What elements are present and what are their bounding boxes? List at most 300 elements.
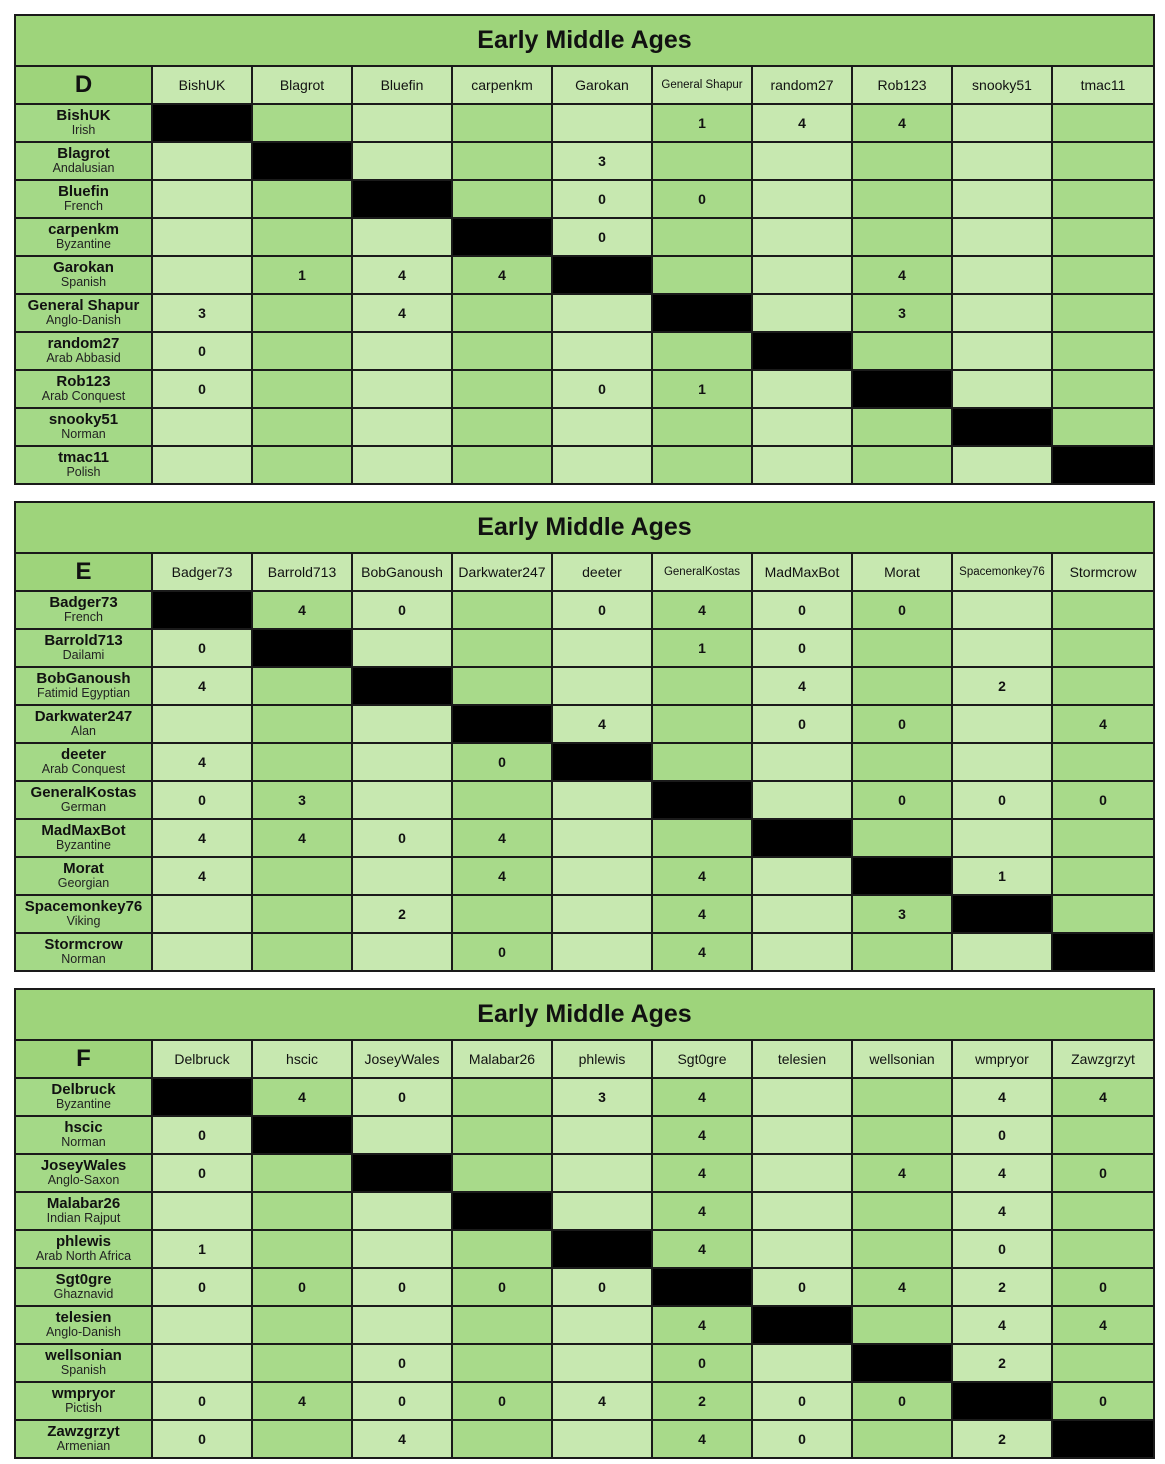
- score-cell: 0: [452, 1382, 552, 1420]
- score-cell: [652, 446, 752, 484]
- score-cell: 3: [152, 294, 252, 332]
- score-cell: [852, 218, 952, 256]
- score-table-group-f: [14, 988, 1155, 1459]
- score-cell: [752, 1192, 852, 1230]
- table-row: [15, 104, 1154, 142]
- player-name: Spacemonkey76: [24, 897, 143, 915]
- player-name: BishUK: [56, 106, 111, 124]
- score-cell: 0: [152, 781, 252, 819]
- score-cell: [552, 332, 652, 370]
- player-civ: Polish: [66, 465, 101, 480]
- score-cell: [1052, 1192, 1154, 1230]
- diagonal-cell: [552, 256, 652, 294]
- score-cell: [752, 370, 852, 408]
- table-row: [15, 667, 1154, 705]
- score-cell: [752, 1154, 852, 1192]
- row-header-madmaxbot: [15, 819, 152, 857]
- score-cell: [852, 408, 952, 446]
- player-civ: Spanish: [60, 275, 107, 290]
- score-cell: [352, 142, 452, 180]
- row-header-stormcrow: [15, 933, 152, 971]
- score-cell: [352, 857, 452, 895]
- score-cell: 4: [152, 857, 252, 895]
- score-cell: [952, 591, 1052, 629]
- score-cell: [652, 667, 752, 705]
- row-header-bobganoush: [15, 667, 152, 705]
- table-row: [15, 1192, 1154, 1230]
- score-cell: [952, 629, 1052, 667]
- score-cell: 4: [552, 1382, 652, 1420]
- score-cell: 4: [652, 591, 752, 629]
- score-cell: [552, 1344, 652, 1382]
- diagonal-cell: [952, 895, 1052, 933]
- row-header-deeter: [15, 743, 152, 781]
- score-cell: 4: [952, 1154, 1052, 1192]
- score-cell: [952, 819, 1052, 857]
- score-cell: [1052, 256, 1154, 294]
- score-cell: [252, 446, 352, 484]
- score-cell: [252, 218, 352, 256]
- score-cell: [752, 142, 852, 180]
- score-cell: [852, 1306, 952, 1344]
- score-cell: [552, 1116, 652, 1154]
- table-row: [15, 781, 1154, 819]
- score-cell: [552, 1306, 652, 1344]
- diagonal-cell: [152, 104, 252, 142]
- player-name: Barrold713: [44, 631, 123, 649]
- player-name: Delbruck: [51, 1080, 116, 1098]
- score-cell: [952, 294, 1052, 332]
- score-cell: 4: [252, 591, 352, 629]
- score-cell: [752, 933, 852, 971]
- score-cell: [452, 591, 552, 629]
- player-civ: Anglo-Danish: [45, 313, 122, 328]
- score-cell: 0: [152, 370, 252, 408]
- score-cell: [252, 1230, 352, 1268]
- score-cell: [452, 142, 552, 180]
- score-cell: 3: [852, 895, 952, 933]
- score-cell: 1: [652, 370, 752, 408]
- score-cell: 0: [752, 1382, 852, 1420]
- column-header-barrold713: Barrold713: [252, 553, 352, 591]
- column-header-rob123: Rob123: [852, 66, 952, 104]
- score-cell: [852, 180, 952, 218]
- diagonal-cell: [652, 1268, 752, 1306]
- row-header-carpenkm: [15, 218, 152, 256]
- score-cell: 0: [752, 1420, 852, 1458]
- score-cell: 4: [852, 256, 952, 294]
- player-name: Blagrot: [57, 144, 110, 162]
- score-cell: 4: [752, 667, 852, 705]
- score-cell: 0: [552, 180, 652, 218]
- score-cell: 1: [652, 629, 752, 667]
- table-title: Early Middle Ages: [15, 989, 1154, 1040]
- diagonal-cell: [752, 819, 852, 857]
- diagonal-cell: [852, 370, 952, 408]
- score-cell: [452, 104, 552, 142]
- score-cell: [352, 1306, 452, 1344]
- score-cell: 2: [952, 1268, 1052, 1306]
- score-cell: [852, 142, 952, 180]
- score-cell: [1052, 857, 1154, 895]
- score-cell: [452, 1344, 552, 1382]
- player-civ: Ghaznavid: [53, 1287, 114, 1302]
- score-cell: 0: [152, 332, 252, 370]
- score-cell: [852, 819, 952, 857]
- row-header-darkwater247: [15, 705, 152, 743]
- player-civ: Fatimid Egyptian: [36, 686, 131, 701]
- score-cell: 0: [852, 781, 952, 819]
- column-header-malabar26: Malabar26: [452, 1040, 552, 1078]
- column-header-deeter: deeter: [552, 553, 652, 591]
- table-row: [15, 895, 1154, 933]
- score-cell: 0: [152, 1420, 252, 1458]
- row-header-garokan: [15, 256, 152, 294]
- player-civ: Norman: [61, 1135, 106, 1150]
- row-header-generalkostas: [15, 781, 152, 819]
- score-cell: 4: [852, 1268, 952, 1306]
- score-cell: 0: [852, 1382, 952, 1420]
- player-name: BobGanoush: [36, 669, 131, 687]
- table-row: [15, 1268, 1154, 1306]
- score-cell: [452, 1230, 552, 1268]
- score-cell: [952, 933, 1052, 971]
- score-cell: [652, 332, 752, 370]
- score-cell: [252, 1344, 352, 1382]
- score-cell: 0: [752, 591, 852, 629]
- table-row: [15, 446, 1154, 484]
- score-cell: [652, 142, 752, 180]
- score-cell: [352, 781, 452, 819]
- table-row: [15, 142, 1154, 180]
- player-name: hscic: [64, 1118, 103, 1136]
- player-civ: Arab North Africa: [35, 1249, 132, 1264]
- column-header-spacemonkey76: Spacemonkey76: [952, 553, 1052, 591]
- score-cell: [252, 370, 352, 408]
- player-name: Stormcrow: [44, 935, 123, 953]
- score-cell: [352, 332, 452, 370]
- score-cell: 4: [452, 857, 552, 895]
- column-header-blagrot: Blagrot: [252, 66, 352, 104]
- score-cell: [252, 408, 352, 446]
- score-cell: [152, 180, 252, 218]
- score-cell: [652, 256, 752, 294]
- score-cell: [1052, 667, 1154, 705]
- player-civ: Anglo-Saxon: [47, 1173, 120, 1188]
- score-cell: [752, 256, 852, 294]
- score-cell: [1052, 370, 1154, 408]
- score-cell: [152, 1306, 252, 1344]
- player-civ: Spanish: [60, 1363, 107, 1378]
- player-civ: German: [60, 800, 107, 815]
- score-cell: 0: [352, 1344, 452, 1382]
- player-name: Bluefin: [58, 182, 109, 200]
- row-header-joseywales: [15, 1154, 152, 1192]
- player-civ: Byzantine: [56, 237, 111, 252]
- score-cell: 4: [452, 819, 552, 857]
- score-cell: [1052, 895, 1154, 933]
- row-header-random27: [15, 332, 152, 370]
- score-cell: [152, 218, 252, 256]
- player-name: phlewis: [55, 1232, 111, 1250]
- diagonal-cell: [452, 218, 552, 256]
- score-cell: 0: [552, 1268, 652, 1306]
- diagonal-cell: [252, 629, 352, 667]
- score-cell: 0: [1052, 1154, 1154, 1192]
- player-civ: Norman: [61, 952, 106, 967]
- column-header-madmaxbot: MadMaxBot: [752, 553, 852, 591]
- table-row: [15, 256, 1154, 294]
- score-cell: [252, 743, 352, 781]
- column-header-garokan: Garokan: [552, 66, 652, 104]
- player-name: wellsonian: [45, 1346, 122, 1364]
- table-row: [15, 218, 1154, 256]
- column-header-morat: Morat: [852, 553, 952, 591]
- table-title: Early Middle Ages: [15, 15, 1154, 66]
- column-header-random27: random27: [752, 66, 852, 104]
- score-cell: [552, 446, 652, 484]
- score-cell: 4: [652, 1116, 752, 1154]
- player-civ: Arab Conquest: [41, 389, 126, 404]
- score-cell: 0: [552, 370, 652, 408]
- score-cell: [852, 1192, 952, 1230]
- score-cell: [252, 895, 352, 933]
- score-cell: 4: [1052, 1078, 1154, 1116]
- score-cell: [452, 370, 552, 408]
- player-civ: Anglo-Danish: [45, 1325, 122, 1340]
- score-cell: [752, 446, 852, 484]
- table-row: [15, 1344, 1154, 1382]
- table-row: [15, 370, 1154, 408]
- score-cell: [352, 1116, 452, 1154]
- score-cell: [652, 408, 752, 446]
- score-cell: [452, 1306, 552, 1344]
- score-cell: [352, 104, 452, 142]
- player-name: Sgt0gre: [55, 1270, 112, 1288]
- player-civ: Pictish: [65, 1401, 102, 1416]
- diagonal-cell: [552, 743, 652, 781]
- score-cell: 4: [152, 667, 252, 705]
- row-header-barrold713: [15, 629, 152, 667]
- score-cell: [852, 1420, 952, 1458]
- score-cell: [352, 1230, 452, 1268]
- score-cell: [252, 857, 352, 895]
- score-cell: [252, 667, 352, 705]
- table-row: [15, 1116, 1154, 1154]
- diagonal-cell: [152, 591, 252, 629]
- score-cell: [252, 104, 352, 142]
- player-name: Darkwater247: [34, 707, 133, 725]
- player-name: GeneralKostas: [30, 783, 137, 801]
- column-header-bishuk: BishUK: [152, 66, 252, 104]
- diagonal-cell: [352, 1154, 452, 1192]
- score-cell: [252, 1154, 352, 1192]
- diagonal-cell: [752, 332, 852, 370]
- score-cell: 0: [452, 933, 552, 971]
- score-cell: [952, 180, 1052, 218]
- column-header-joseywales: JoseyWales: [352, 1040, 452, 1078]
- score-cell: 4: [352, 294, 452, 332]
- score-cell: 3: [252, 781, 352, 819]
- score-cell: [1052, 743, 1154, 781]
- score-cell: [752, 857, 852, 895]
- player-civ: Georgian: [57, 876, 110, 891]
- column-header-tmac11: tmac11: [1052, 66, 1154, 104]
- player-civ: Andalusian: [52, 161, 115, 176]
- score-cell: 4: [852, 104, 952, 142]
- score-cell: [252, 1192, 352, 1230]
- diagonal-cell: [652, 294, 752, 332]
- score-cell: [752, 895, 852, 933]
- score-cell: [452, 180, 552, 218]
- score-cell: [452, 781, 552, 819]
- score-cell: [652, 819, 752, 857]
- score-cell: [552, 895, 652, 933]
- table-row: [15, 1382, 1154, 1420]
- score-cell: [552, 857, 652, 895]
- score-cell: 0: [752, 629, 852, 667]
- table-row: [15, 1154, 1154, 1192]
- player-name: Badger73: [49, 593, 118, 611]
- score-cell: [152, 408, 252, 446]
- score-cell: 1: [952, 857, 1052, 895]
- score-cell: [452, 1078, 552, 1116]
- score-cell: 4: [852, 1154, 952, 1192]
- score-cell: 0: [752, 705, 852, 743]
- player-name: Morat: [63, 859, 104, 877]
- player-civ: Dailami: [62, 648, 105, 663]
- row-header-telesien: [15, 1306, 152, 1344]
- score-cell: [452, 332, 552, 370]
- score-cell: 4: [652, 1420, 752, 1458]
- column-header-sgt0gre: Sgt0gre: [652, 1040, 752, 1078]
- player-name: deeter: [60, 745, 107, 763]
- score-cell: 4: [1052, 1306, 1154, 1344]
- score-cell: [252, 705, 352, 743]
- score-cell: [352, 370, 452, 408]
- score-cell: [852, 332, 952, 370]
- group-label: F: [15, 1040, 152, 1078]
- score-cell: 0: [452, 743, 552, 781]
- row-header-bishuk: [15, 104, 152, 142]
- score-cell: 4: [952, 1306, 1052, 1344]
- score-cell: [552, 667, 652, 705]
- score-cell: [1052, 180, 1154, 218]
- score-cell: [752, 1078, 852, 1116]
- score-cell: 1: [652, 104, 752, 142]
- score-cell: [852, 933, 952, 971]
- score-cell: [952, 370, 1052, 408]
- row-header-delbruck: [15, 1078, 152, 1116]
- player-name: JoseyWales: [40, 1156, 127, 1174]
- player-civ: Byzantine: [56, 1097, 111, 1112]
- score-cell: [252, 1306, 352, 1344]
- score-cell: [1052, 332, 1154, 370]
- diagonal-cell: [1052, 446, 1154, 484]
- score-cell: [352, 218, 452, 256]
- table-row: [15, 629, 1154, 667]
- player-civ: Byzantine: [56, 838, 111, 853]
- score-cell: 0: [152, 1268, 252, 1306]
- score-cell: [152, 256, 252, 294]
- score-cell: 0: [1052, 781, 1154, 819]
- score-cell: [452, 294, 552, 332]
- score-cell: [952, 218, 1052, 256]
- row-header-phlewis: [15, 1230, 152, 1268]
- score-cell: 4: [252, 1078, 352, 1116]
- score-cell: 0: [552, 591, 652, 629]
- table-row: [15, 1306, 1154, 1344]
- score-cell: [1052, 1230, 1154, 1268]
- row-header-snooky51: [15, 408, 152, 446]
- player-name: random27: [47, 334, 120, 352]
- group-label: E: [15, 553, 152, 591]
- diagonal-cell: [452, 1192, 552, 1230]
- player-civ: Arab Conquest: [41, 762, 126, 777]
- score-cell: [652, 743, 752, 781]
- score-cell: [152, 1192, 252, 1230]
- table-row: [15, 591, 1154, 629]
- score-cell: [152, 705, 252, 743]
- score-cell: 0: [952, 781, 1052, 819]
- diagonal-cell: [252, 1116, 352, 1154]
- score-cell: 4: [352, 256, 452, 294]
- score-cell: [352, 408, 452, 446]
- score-cell: [452, 1420, 552, 1458]
- score-cell: [752, 1344, 852, 1382]
- column-header-badger73: Badger73: [152, 553, 252, 591]
- score-cell: 4: [252, 819, 352, 857]
- score-cell: 4: [952, 1078, 1052, 1116]
- score-cell: [152, 895, 252, 933]
- score-cell: [852, 1230, 952, 1268]
- score-cell: 4: [652, 1192, 752, 1230]
- table-row: [15, 743, 1154, 781]
- diagonal-cell: [452, 705, 552, 743]
- score-cell: 2: [652, 1382, 752, 1420]
- score-cell: [452, 629, 552, 667]
- score-cell: 0: [852, 705, 952, 743]
- column-header-snooky51: snooky51: [952, 66, 1052, 104]
- column-header-generalkostas: GeneralKostas: [652, 553, 752, 591]
- column-header-hscic: hscic: [252, 1040, 352, 1078]
- score-cell: [552, 408, 652, 446]
- score-cell: [152, 1344, 252, 1382]
- score-cell: [352, 1192, 452, 1230]
- score-cell: 0: [952, 1230, 1052, 1268]
- score-cell: [1052, 629, 1154, 667]
- diagonal-cell: [152, 1078, 252, 1116]
- table-row: [15, 332, 1154, 370]
- score-cell: [452, 408, 552, 446]
- score-cell: [652, 218, 752, 256]
- score-cell: 2: [952, 667, 1052, 705]
- table-row: [15, 1420, 1154, 1458]
- score-cell: [1052, 408, 1154, 446]
- row-header-malabar26: [15, 1192, 152, 1230]
- player-name: Zawzgrzyt: [47, 1422, 120, 1440]
- score-cell: [152, 446, 252, 484]
- player-civ: Armenian: [56, 1439, 111, 1454]
- score-cell: [652, 705, 752, 743]
- score-cell: [1052, 142, 1154, 180]
- score-cell: [352, 446, 452, 484]
- column-header-general-shapur: General Shapur: [652, 66, 752, 104]
- diagonal-cell: [752, 1306, 852, 1344]
- column-header-darkwater247: Darkwater247: [452, 553, 552, 591]
- row-header-bluefin: [15, 180, 152, 218]
- score-cell: 3: [552, 142, 652, 180]
